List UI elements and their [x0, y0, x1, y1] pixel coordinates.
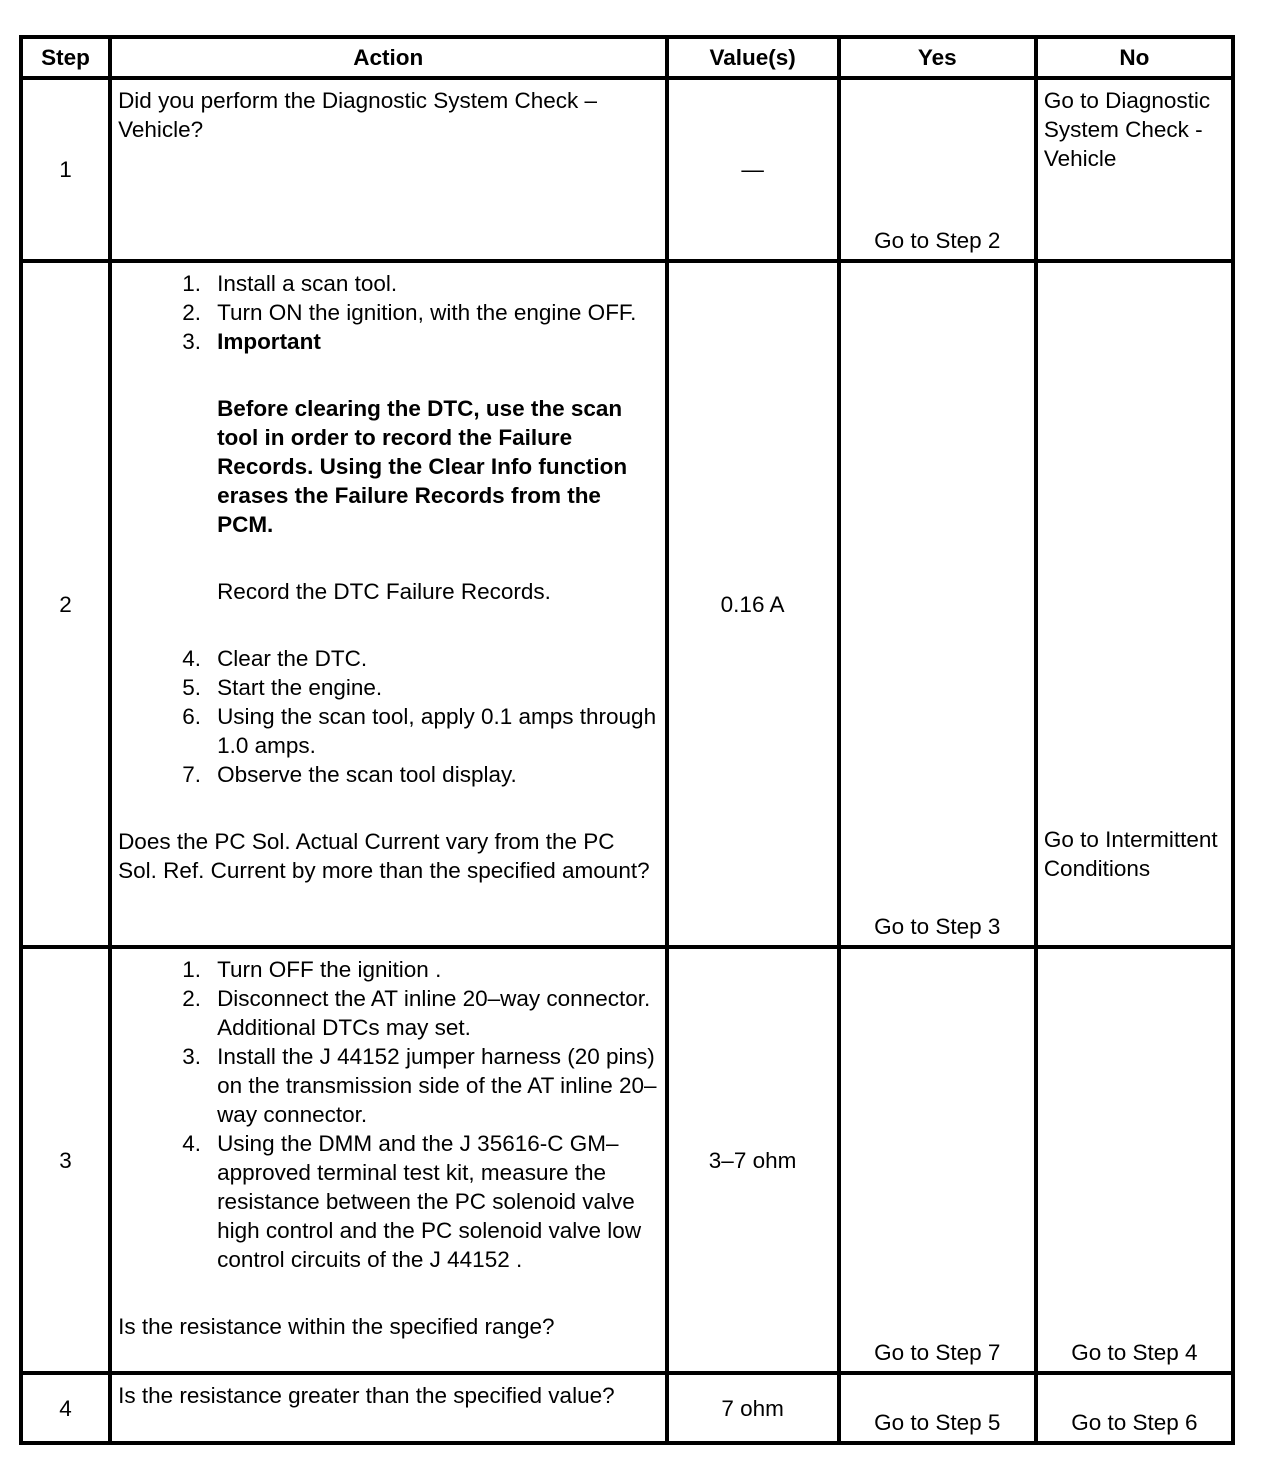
list-item: 6. Using the scan tool, apply 0.1 amps through 1.0 amps.: [182, 704, 657, 758]
list-item: 2. Turn ON the ignition, with the engine OFF.: [182, 300, 637, 325]
no-cell: [1036, 1373, 1233, 1443]
list-item: 4. Using the DMM and the J 35616-C GM–approved terminal test kit, measure the resistance between the PC solenoid valve high control and the PC solenoid valve low control circuits of the J 44152 .: [182, 1131, 642, 1272]
header-step: Step: [21, 37, 110, 78]
table-row-step-3: [21, 947, 1233, 1373]
record-instruction: Record the DTC Failure Records.: [217, 579, 551, 604]
header-row: [21, 37, 1233, 78]
action-cell: [110, 1373, 666, 1443]
action-cell: [110, 947, 666, 1373]
yes-cell: [839, 1373, 1036, 1443]
no-cell: [1036, 78, 1233, 261]
value-cell: 0.16 A: [667, 261, 839, 947]
header-yes: Yes: [839, 37, 1036, 78]
value-cell: —: [667, 78, 839, 261]
header-values: Value(s): [667, 37, 839, 78]
action-cell: [110, 78, 666, 261]
header-action: Action: [110, 37, 666, 78]
list-item: 5. Start the engine.: [182, 675, 383, 700]
no-link[interactable]: Go to Step 4: [1071, 1340, 1198, 1365]
yes-cell: [839, 78, 1036, 261]
no-link[interactable]: Go to Step 6: [1071, 1410, 1198, 1435]
action-text: Did you perform the Diagnostic System Check – Vehicle?: [118, 88, 598, 142]
step-number: 1: [21, 78, 110, 261]
question-text: Does the PC Sol. Actual Current vary from the PC Sol. Ref. Current by more than the specified amount?: [118, 829, 650, 883]
value-cell: 7 ohm: [667, 1373, 839, 1443]
list-item: 4. Clear the DTC.: [182, 646, 368, 671]
list-item: 3. Important: [182, 329, 321, 354]
no-link[interactable]: Go to Intermittent Conditions: [1043, 827, 1218, 881]
list-item: 2. Disconnect the AT inline 20–way connector. Additional DTCs may set.: [182, 986, 651, 1040]
procedure-list: [118, 269, 658, 356]
yes-cell: [839, 261, 1036, 947]
list-item: 1. Install a scan tool.: [182, 271, 398, 296]
step-number: 3: [21, 947, 110, 1373]
yes-link[interactable]: Go to Step 7: [874, 1340, 1001, 1365]
list-item: 1. Turn OFF the ignition .: [182, 957, 442, 982]
yes-link[interactable]: Go to Step 2: [874, 228, 1001, 253]
table-row-step-1: [21, 78, 1233, 261]
procedure-list-continued: [118, 644, 658, 789]
no-cell: [1036, 947, 1233, 1373]
yes-cell: [839, 947, 1036, 1373]
procedure-list: [118, 955, 658, 1274]
yes-link[interactable]: Go to Step 3: [874, 914, 1001, 939]
diagnostic-table: [19, 35, 1235, 1445]
list-item: 3. Install the J 44152 jumper harness (20 pins) on the transmission side of the AT inline 20–way connector.: [182, 1044, 657, 1127]
table-row-step-2: [21, 261, 1233, 947]
step-number: 2: [21, 261, 110, 947]
important-note: Before clearing the DTC, use the scan tool in order to record the Failure Records. Using the Clear Info function erases the Failure Records from the PCM.: [217, 396, 628, 537]
action-cell: [110, 261, 666, 947]
yes-link[interactable]: Go to Step 5: [874, 1410, 1001, 1435]
no-link[interactable]: Go to Diagnostic System Check - Vehicle: [1043, 88, 1211, 171]
action-text: Is the resistance greater than the specified value?: [118, 1383, 615, 1408]
table-row-step-4: [21, 1373, 1233, 1443]
list-item: 7. Observe the scan tool display.: [182, 762, 517, 787]
question-text: Is the resistance within the specified range?: [118, 1314, 555, 1339]
value-cell: 3–7 ohm: [667, 947, 839, 1373]
header-no: No: [1036, 37, 1233, 78]
step-number: 4: [21, 1373, 110, 1443]
no-cell: [1036, 261, 1233, 947]
